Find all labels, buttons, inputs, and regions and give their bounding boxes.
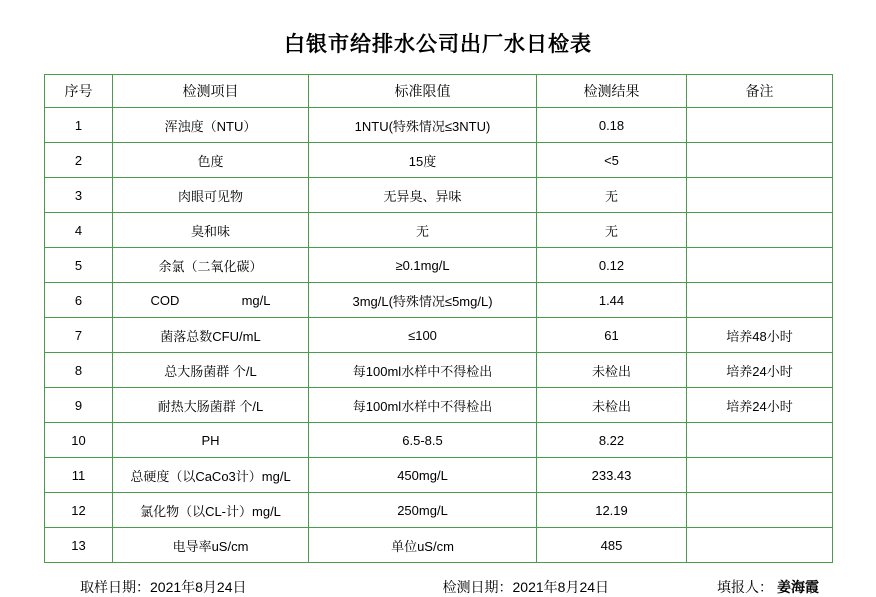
water-quality-table: [44, 74, 833, 563]
cell-result: 1.44: [537, 283, 687, 318]
cell-item-cod: [151, 293, 271, 308]
cell-result: 无: [537, 213, 687, 248]
filler-label: 填报人：: [717, 579, 774, 595]
column-header-no: 序号: [45, 75, 113, 108]
cell-no: 8: [45, 353, 113, 388]
cell-remark: 培养24小时: [687, 353, 833, 388]
cell-no: 4: [45, 213, 113, 248]
report-table-container: [44, 74, 832, 563]
cell-result: <5: [537, 143, 687, 178]
cell-limit: ≥0.1mg/L: [309, 248, 537, 283]
cell-remark: [687, 528, 833, 563]
table-head: [45, 75, 833, 108]
cell-limit: 6.5-8.5: [309, 423, 537, 458]
table-row: [45, 213, 833, 248]
column-header-item: 检测项目: [113, 75, 309, 108]
cell-result: 未检出: [537, 353, 687, 388]
cell-remark: 培养24小时: [687, 388, 833, 423]
cell-limit: 每100ml水样中不得检出: [309, 388, 537, 423]
page-title: 白银市给排水公司出厂水日检表: [284, 33, 592, 56]
cell-no: 2: [45, 143, 113, 178]
cell-item: 色度: [113, 143, 309, 178]
cell-remark: [687, 143, 833, 178]
cell-limit: 1NTU(特殊情况≤3NTU): [309, 108, 537, 143]
cell-remark: [687, 423, 833, 458]
sample-date-value: 2021年8月24日: [150, 579, 247, 595]
cell-no: 9: [45, 388, 113, 423]
cell-limit: 无: [309, 213, 537, 248]
cell-no: 6: [45, 283, 113, 318]
cell-limit: 450mg/L: [309, 458, 537, 493]
cell-limit: ≤100: [309, 318, 537, 353]
column-header-remark: 备注: [687, 75, 833, 108]
cell-item: PH: [113, 423, 309, 458]
column-header-result: 检测结果: [537, 75, 687, 108]
table-row: [45, 388, 833, 423]
cell-item: 浑浊度（NTU）: [113, 108, 309, 143]
cell-result: 233.43: [537, 458, 687, 493]
cell-result: 8.22: [537, 423, 687, 458]
cell-result: 12.19: [537, 493, 687, 528]
cell-result: 未检出: [537, 388, 687, 423]
table-header-row: [45, 75, 833, 108]
cell-no: 10: [45, 423, 113, 458]
cell-item: 臭和味: [113, 213, 309, 248]
cell-item: 总硬度（以CaCo3计）mg/L: [113, 458, 309, 493]
cell-result: 485: [537, 528, 687, 563]
table-row: [45, 248, 833, 283]
cell-limit: 无异臭、异味: [309, 178, 537, 213]
cell-remark: [687, 283, 833, 318]
cell-remark: 培养48小时: [687, 318, 833, 353]
cell-limit: 3mg/L(特殊情况≤5mg/L): [309, 283, 537, 318]
cell-limit: 15度: [309, 143, 537, 178]
cell-item: 总大肠菌群 个/L: [113, 353, 309, 388]
test-date-label: 检测日期：: [442, 579, 513, 595]
cell-no: 11: [45, 458, 113, 493]
cell-remark: [687, 248, 833, 283]
cell-item: 电导率uS/cm: [113, 528, 309, 563]
cell-result: 0.18: [537, 108, 687, 143]
table-row: [45, 178, 833, 213]
cell-no: 1: [45, 108, 113, 143]
cell-no: 13: [45, 528, 113, 563]
cell-no: 5: [45, 248, 113, 283]
cell-remark: [687, 458, 833, 493]
cell-item: 耐热大肠菌群 个/L: [113, 388, 309, 423]
cell-limit: 单位uS/cm: [309, 528, 537, 563]
cell-item-unit: mg/L: [241, 292, 271, 308]
cell-result: 0.12: [537, 248, 687, 283]
table-row: [45, 423, 833, 458]
cell-remark: [687, 178, 833, 213]
cell-no: 7: [45, 318, 113, 353]
cell-no: 12: [45, 493, 113, 528]
cell-item: 余氯（二氧化碳）: [113, 248, 309, 283]
table-body: [45, 108, 833, 563]
table-row: [45, 143, 833, 178]
table-row: [45, 318, 833, 353]
column-header-limit: 标准限值: [309, 75, 537, 108]
cell-limit: 250mg/L: [309, 493, 537, 528]
cell-no: 3: [45, 178, 113, 213]
cell-result: 无: [537, 178, 687, 213]
cell-remark: [687, 493, 833, 528]
cell-remark: [687, 213, 833, 248]
cell-result: 61: [537, 318, 687, 353]
report-footer: [44, 563, 832, 597]
table-row: [45, 353, 833, 388]
test-date-value: 2021年8月24日: [512, 579, 610, 595]
cell-limit: 每100ml水样中不得检出: [309, 353, 537, 388]
cell-item: [113, 283, 309, 318]
sample-date-label: 取样日期：: [80, 579, 150, 595]
cell-item-label: COD: [150, 292, 180, 308]
cell-item: 氯化物（以CL-计）mg/L: [113, 493, 309, 528]
cell-remark: [687, 108, 833, 143]
table-row: [45, 108, 833, 143]
cell-item: 菌落总数CFU/mL: [113, 318, 309, 353]
table-row: [45, 528, 833, 563]
filler-value: 姜海霞: [777, 579, 820, 595]
table-row: [45, 458, 833, 493]
table-row: [45, 493, 833, 528]
table-row: [45, 283, 833, 318]
cell-item: 肉眼可见物: [113, 178, 309, 213]
